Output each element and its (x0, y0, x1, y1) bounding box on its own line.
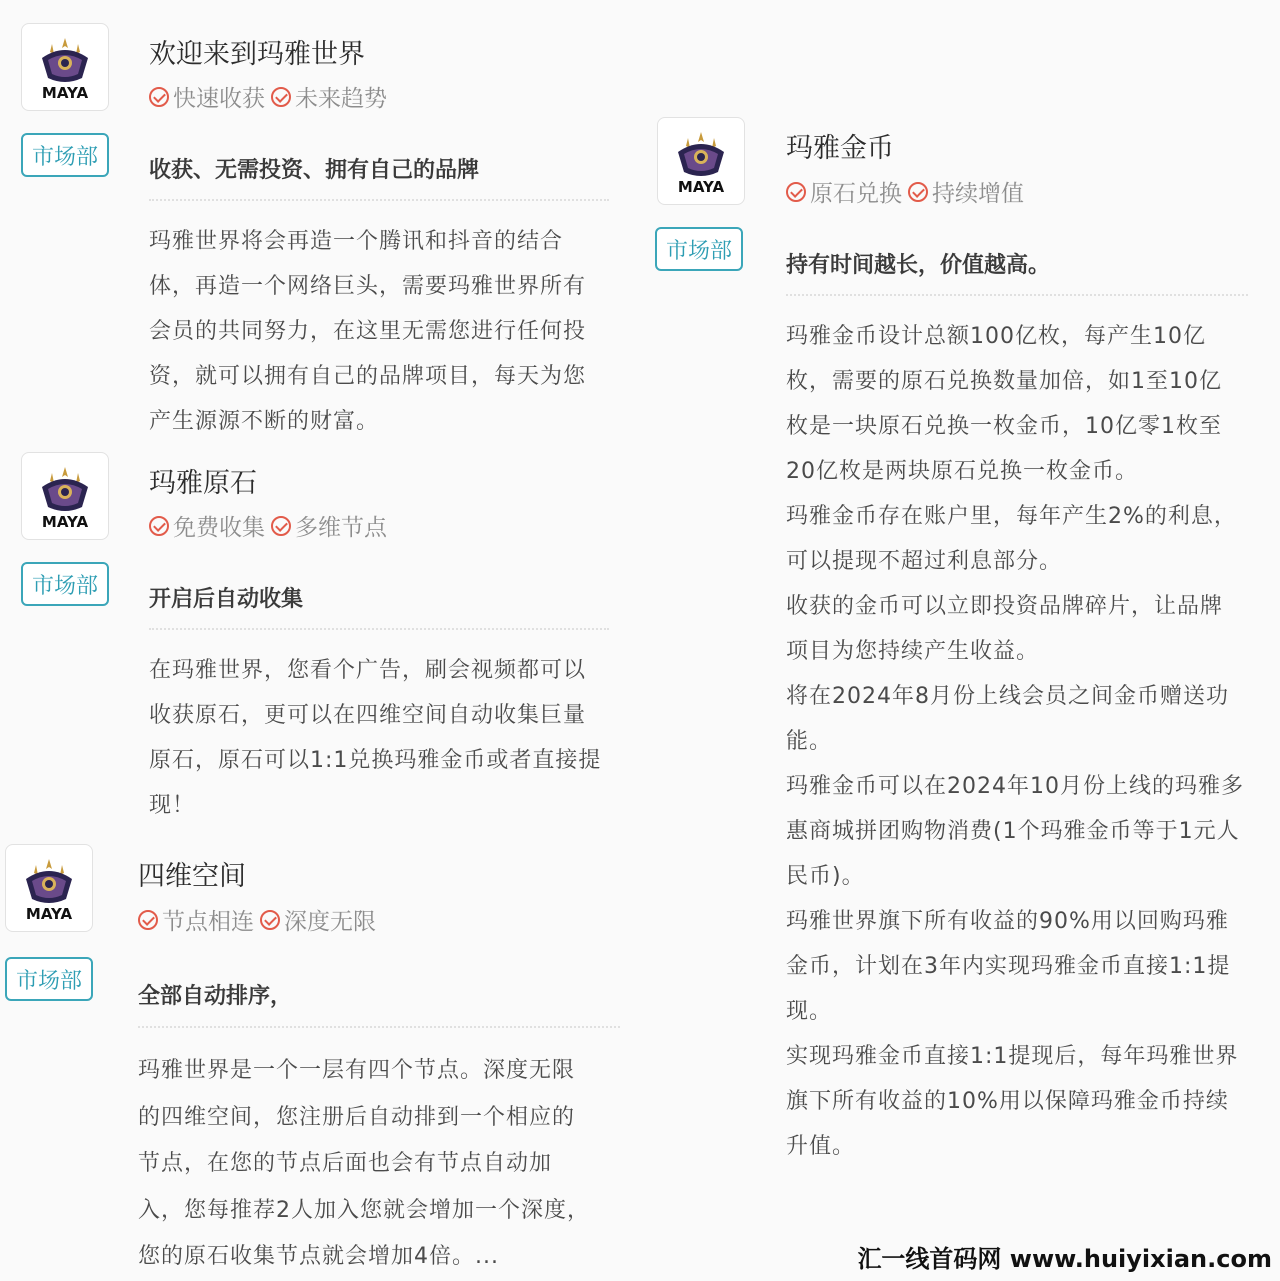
dept-badge[interactable]: 市场部 (655, 227, 743, 271)
maya-logo (5, 844, 93, 932)
card-title: 玛雅金币 (786, 133, 894, 164)
card-subtitle: 收获、无需投资、拥有自己的品牌 (149, 158, 480, 183)
check-circle-icon (786, 182, 806, 202)
card-body: 在玛雅世界，您看个广告，刷会视频都可以 收获原石，更可以在四维空间自动收集巨量 原石，原石可以1:1兑换玛雅金币或者直接提 现！ (149, 658, 602, 818)
tag: 深度无限 (260, 903, 376, 936)
tag: 持续增值 (908, 175, 1024, 208)
svg-text:MAYA: MAYA (25, 905, 73, 923)
dept-badge[interactable]: 市场部 (5, 957, 93, 1001)
svg-text:MAYA: MAYA (677, 178, 725, 196)
card-body: 玛雅金币设计总额100亿枚，每产生10亿 枚，需要的原石兑换数量加倍，如1至10亿 枚是一块原石兑换一枚金币，10亿零1枚至 20亿枚是两块原石兑换一枚金币。 玛雅金币存在账户里，每年产生2%的利息， 可以提现不超过利息部分。 收获的金币可以立即投资品牌碎片，让品牌 项目为您持续产生收益。 将在2024年8月份上线会员之间金币赠送功 能。 玛雅金币可以在2024年10月份上线的玛雅多 惠商城拼团购物消费(1个玛雅金币等于1元人 民币)。 玛雅世界旗下所有收益的90%用以回购玛雅 金币，计划在3年内实现玛雅金币直接1:1提 现。 实现玛雅金币直接1:1提现后，每年玛雅世界 旗下所有收益的10%用以保障玛雅金币持续 升值。 (786, 324, 1244, 1159)
divider (138, 1026, 620, 1028)
maya-logo-icon (14, 853, 84, 923)
svg-text:MAYA: MAYA (41, 84, 89, 102)
card-subtitle: 全部自动排序， (138, 984, 293, 1009)
divider (149, 628, 609, 630)
dept-badge[interactable]: 市场部 (21, 133, 109, 177)
check-circle-icon (149, 516, 169, 536)
tag: 节点相连 (138, 903, 254, 936)
tag-list (786, 175, 1030, 208)
tag: 免费收集 (149, 509, 265, 542)
tag: 快速收获 (149, 80, 265, 113)
check-circle-icon (908, 182, 928, 202)
card-subtitle: 开启后自动收集 (149, 587, 304, 612)
card-title: 欢迎来到玛雅世界 (149, 39, 365, 70)
divider (149, 199, 609, 201)
tag-list (149, 509, 393, 542)
check-circle-icon (271, 516, 291, 536)
check-circle-icon (138, 910, 158, 930)
divider (786, 294, 1248, 296)
card-body: 玛雅世界是一个一层有四个节点。深度无限 的四维空间，您注册后自动排到一个相应的 节点，在您的节点后面也会有节点自动加 入，您每推荐2人加入您就会增加一个深度， 您的原石收集节点就会增加4倍。... (138, 1058, 590, 1269)
tag-list (149, 80, 393, 113)
card-subtitle: 持有时间越长，价值越高。 (786, 253, 1051, 278)
card-title: 玛雅原石 (149, 468, 257, 499)
tag: 原石兑换 (786, 175, 902, 208)
watermark: 汇一线首码网 www.huiyixian.com (857, 1245, 1272, 1273)
dept-badge[interactable]: 市场部 (21, 562, 109, 606)
tag: 未来趋势 (271, 80, 387, 113)
card-body: 玛雅世界将会再造一个腾讯和抖音的结合 体，再造一个网络巨头，需要玛雅世界所有 会员的共同努力，在这里无需您进行任何投 资，就可以拥有自己的品牌项目，每天为您 产生源源不断的财富。 (149, 229, 587, 434)
maya-logo-icon (30, 32, 100, 102)
maya-logo (21, 23, 109, 111)
maya-logo (21, 452, 109, 540)
tag-list (138, 903, 382, 936)
check-circle-icon (271, 87, 291, 107)
check-circle-icon (260, 910, 280, 930)
maya-logo-icon (30, 461, 100, 531)
maya-logo (657, 117, 745, 205)
maya-logo-icon (666, 126, 736, 196)
card-title: 四维空间 (138, 861, 246, 892)
svg-text:MAYA: MAYA (41, 513, 89, 531)
tag: 多维节点 (271, 509, 387, 542)
check-circle-icon (149, 87, 169, 107)
